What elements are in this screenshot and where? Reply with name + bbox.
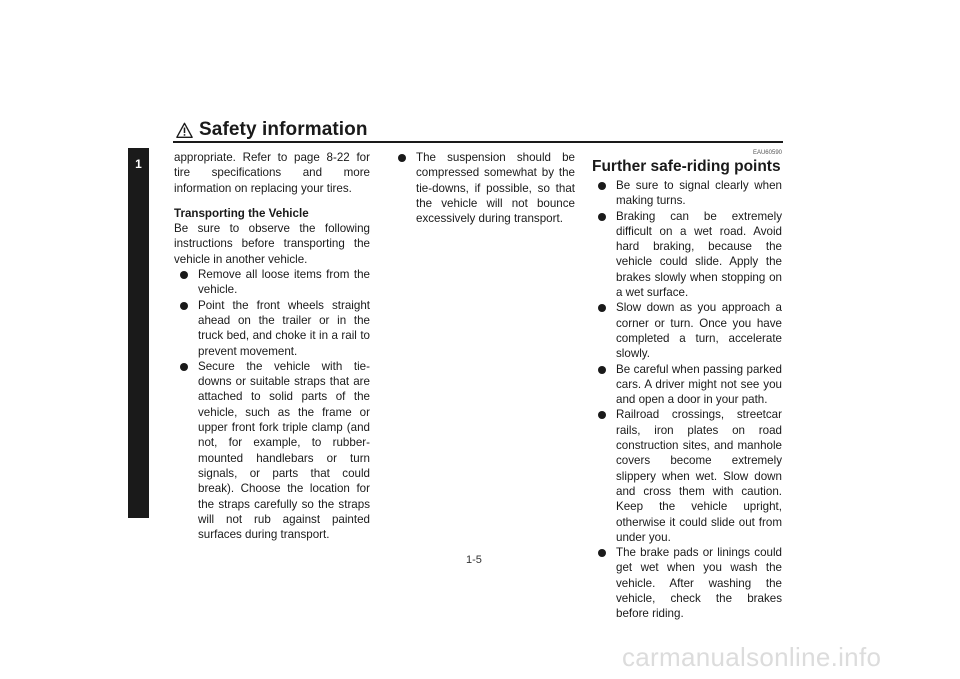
transport-bullet-list	[174, 267, 370, 542]
list-item	[174, 267, 370, 298]
section-heading: Further safe-riding points	[592, 158, 781, 175]
bullet-icon	[180, 302, 188, 310]
page-number: 1-5	[466, 554, 482, 566]
list-item-text: Remove all loose items from the vehicle.	[198, 268, 370, 297]
safe-riding-bullet-list	[592, 178, 782, 622]
list-item-text: Secure the vehicle with tie-downs or suitable straps that are attached to solid parts of the vehicle, such as the frame or upper front fork triple clamp (and not, for example, to rubber-mounted handlebars or turn signals, or parts that could break). Choose the location for the straps carefully so the straps will not rub against painted surfaces during transport.	[198, 359, 370, 542]
page-title: Safety information	[199, 119, 368, 140]
section-code: EAU60590	[752, 150, 782, 156]
list-item-text: The suspension should be compressed somewhat by the tie-downs, if possible, so that the vehicle will not bounce excessively during transport.	[416, 151, 575, 226]
bullet-icon	[598, 366, 606, 374]
chapter-tab	[128, 148, 149, 518]
list-item	[392, 150, 575, 226]
list-item-text: Slow down as you approach a corner or turn. Once you have completed a turn, accelerate slowly.	[616, 301, 782, 361]
list-item-text: Braking can be extremely difficult on a wet road. Avoid hard braking, because the vehicle could slide. Apply the brakes slowly when stopping on a wet surface.	[616, 209, 782, 300]
list-item-text: Be sure to signal clearly when making turns.	[616, 179, 782, 208]
chapter-tab-number: 1	[135, 157, 142, 171]
list-item-text: Point the front wheels straight ahead on the trailer or in the truck bed, and choke it in a rail to prevent movement.	[198, 298, 370, 358]
list-item	[592, 300, 782, 361]
list-item-text: The brake pads or linings could get wet when you wash the vehicle. After washing the vehicle, check the brakes before riding.	[616, 546, 782, 621]
watermark: carmanualsonline.info	[622, 642, 882, 672]
transport-bullet-list-continued	[392, 150, 575, 226]
bullet-icon	[598, 304, 606, 312]
list-item-text: Be careful when passing parked cars. A driver might not see you and open a door in your path.	[616, 362, 782, 407]
bullet-icon	[598, 549, 606, 557]
list-item	[592, 545, 782, 621]
list-item	[592, 362, 782, 408]
column-2	[392, 150, 575, 226]
bullet-icon	[398, 154, 406, 162]
header-rule	[173, 141, 783, 143]
bullet-icon	[180, 271, 188, 279]
transport-subheading: Transporting the Vehicle	[174, 206, 309, 220]
list-item	[592, 178, 782, 209]
list-item	[174, 298, 370, 359]
list-item	[592, 209, 782, 301]
list-item-text: Railroad crossings, streetcar rails, iron plates on road construction sites, and manhole covers become extremely slippery when wet. Slow down and cross them with caution. Keep the vehicle upright, otherwise it could slide out from under you.	[616, 408, 782, 544]
bullet-icon	[598, 213, 606, 221]
transport-lead-paragraph: Be sure to observe the following instructions before transporting the vehicle in another vehicle.	[174, 222, 370, 266]
list-item	[174, 359, 370, 543]
page-header	[176, 118, 368, 142]
column-1	[174, 150, 370, 542]
column-3	[592, 150, 782, 622]
intro-paragraph: appropriate. Refer to page 8-22 for tire specifications and more information on replacing your tires.	[174, 151, 370, 195]
warning-triangle-icon	[176, 122, 193, 139]
bullet-icon	[598, 411, 606, 419]
bullet-icon	[180, 363, 188, 371]
bullet-icon	[598, 182, 606, 190]
list-item	[592, 407, 782, 545]
